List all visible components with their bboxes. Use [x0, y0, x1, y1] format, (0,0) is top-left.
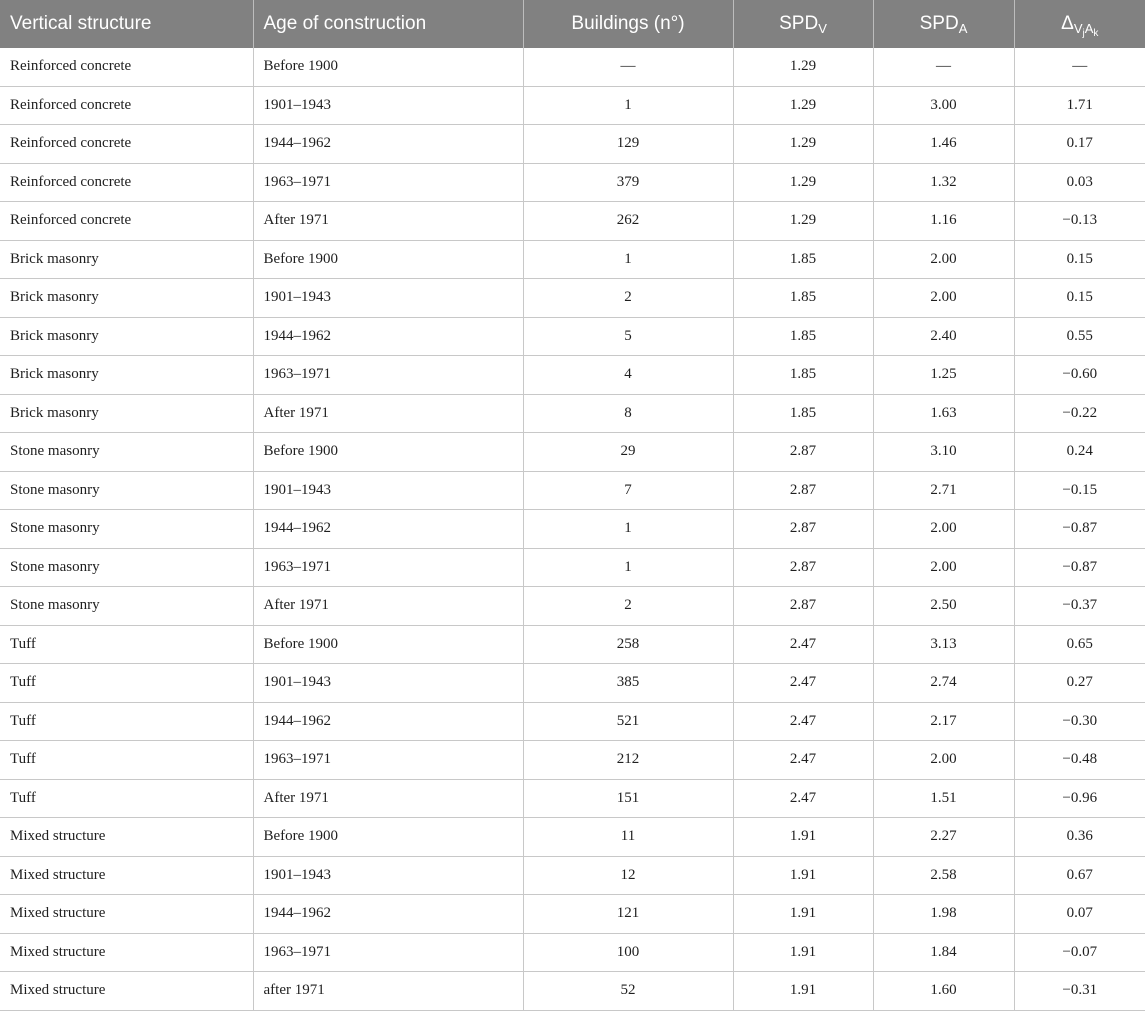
- cell-buildings: 8: [523, 394, 733, 433]
- table-row: [0, 510, 1145, 549]
- cell-vertical-structure: Tuff: [0, 741, 253, 780]
- cell-vertical-structure: Brick masonry: [0, 317, 253, 356]
- table-row: [0, 587, 1145, 626]
- cell-vertical-structure: Reinforced concrete: [0, 86, 253, 125]
- cell-vertical-structure: Stone masonry: [0, 471, 253, 510]
- cell-spd-v: 2.47: [733, 664, 873, 703]
- table-row: [0, 856, 1145, 895]
- cell-spd-a: 2.27: [873, 818, 1014, 857]
- cell-age: 1901–1943: [253, 664, 523, 703]
- header-spd-a-main: SPD: [919, 13, 959, 34]
- header-row: [0, 0, 1145, 48]
- cell-age: Before 1900: [253, 433, 523, 472]
- header-delta-sub-j: j: [1082, 28, 1085, 39]
- cell-buildings: 121: [523, 895, 733, 934]
- cell-spd-v: 2.87: [733, 587, 873, 626]
- cell-delta: −0.96: [1014, 779, 1145, 818]
- cell-spd-a: 1.98: [873, 895, 1014, 934]
- cell-vertical-structure: Reinforced concrete: [0, 125, 253, 164]
- cell-buildings: 258: [523, 625, 733, 664]
- cell-buildings: 1: [523, 240, 733, 279]
- table-body: [0, 48, 1145, 1010]
- cell-delta: 0.17: [1014, 125, 1145, 164]
- cell-buildings: 2: [523, 279, 733, 318]
- cell-vertical-structure: Tuff: [0, 779, 253, 818]
- cell-delta: −0.87: [1014, 548, 1145, 587]
- table-row: [0, 895, 1145, 934]
- cell-delta: −0.07: [1014, 933, 1145, 972]
- cell-vertical-structure: Reinforced concrete: [0, 163, 253, 202]
- cell-delta: −0.13: [1014, 202, 1145, 241]
- cell-delta: −0.48: [1014, 741, 1145, 780]
- cell-spd-v: 1.85: [733, 240, 873, 279]
- cell-delta: −0.15: [1014, 471, 1145, 510]
- cell-buildings: 1: [523, 510, 733, 549]
- cell-spd-v: 2.47: [733, 779, 873, 818]
- cell-spd-v: 1.29: [733, 86, 873, 125]
- cell-spd-v: 1.91: [733, 818, 873, 857]
- cell-spd-a: 2.00: [873, 741, 1014, 780]
- cell-age: 1963–1971: [253, 163, 523, 202]
- cell-age: Before 1900: [253, 240, 523, 279]
- cell-delta: 0.27: [1014, 664, 1145, 703]
- header-delta-sub: [1073, 21, 1099, 39]
- table-header: [0, 0, 1145, 48]
- header-delta-sub-a: A: [1084, 21, 1094, 36]
- cell-buildings: 12: [523, 856, 733, 895]
- cell-spd-a: 2.00: [873, 510, 1014, 549]
- cell-spd-a: 2.71: [873, 471, 1014, 510]
- cell-buildings: 151: [523, 779, 733, 818]
- cell-delta: 1.71: [1014, 86, 1145, 125]
- cell-spd-v: 2.47: [733, 625, 873, 664]
- cell-age: 1963–1971: [253, 356, 523, 395]
- cell-buildings: 5: [523, 317, 733, 356]
- header-delta-sub-k: k: [1093, 28, 1099, 39]
- cell-buildings: 262: [523, 202, 733, 241]
- cell-buildings: 7: [523, 471, 733, 510]
- table-row: [0, 741, 1145, 780]
- cell-spd-a: 2.40: [873, 317, 1014, 356]
- table-row: [0, 240, 1145, 279]
- cell-vertical-structure: Brick masonry: [0, 240, 253, 279]
- header-spd-v-main: SPD: [779, 13, 819, 34]
- cell-vertical-structure: Mixed structure: [0, 972, 253, 1011]
- cell-buildings: 212: [523, 741, 733, 780]
- cell-age: 1944–1962: [253, 317, 523, 356]
- table-row: [0, 163, 1145, 202]
- table-row: [0, 202, 1145, 241]
- table-row: [0, 433, 1145, 472]
- cell-vertical-structure: Stone masonry: [0, 433, 253, 472]
- table-row: [0, 548, 1145, 587]
- cell-spd-a: 2.58: [873, 856, 1014, 895]
- cell-age: 1963–1971: [253, 741, 523, 780]
- cell-delta: −0.30: [1014, 702, 1145, 741]
- cell-spd-a: 1.84: [873, 933, 1014, 972]
- cell-vertical-structure: Mixed structure: [0, 818, 253, 857]
- cell-delta: −0.87: [1014, 510, 1145, 549]
- cell-age: after 1971: [253, 972, 523, 1011]
- cell-buildings: 1: [523, 86, 733, 125]
- cell-age: After 1971: [253, 779, 523, 818]
- cell-delta: —: [1014, 48, 1145, 86]
- table-row: [0, 933, 1145, 972]
- table-row: [0, 664, 1145, 703]
- cell-vertical-structure: Stone masonry: [0, 510, 253, 549]
- table-row: [0, 972, 1145, 1011]
- header-vertical-structure: Vertical structure: [0, 0, 253, 48]
- cell-delta: 0.36: [1014, 818, 1145, 857]
- cell-spd-v: 1.29: [733, 202, 873, 241]
- cell-age: Before 1900: [253, 818, 523, 857]
- cell-delta: −0.31: [1014, 972, 1145, 1011]
- cell-age: 1944–1962: [253, 702, 523, 741]
- table-row: [0, 471, 1145, 510]
- header-delta-sub-v: V: [1073, 21, 1083, 36]
- cell-vertical-structure: Brick masonry: [0, 356, 253, 395]
- cell-age: After 1971: [253, 587, 523, 626]
- cell-spd-a: 3.13: [873, 625, 1014, 664]
- cell-age: 1944–1962: [253, 895, 523, 934]
- cell-spd-a: 2.50: [873, 587, 1014, 626]
- cell-vertical-structure: Tuff: [0, 625, 253, 664]
- cell-delta: −0.22: [1014, 394, 1145, 433]
- cell-buildings: 52: [523, 972, 733, 1011]
- cell-age: 1944–1962: [253, 510, 523, 549]
- cell-delta: 0.24: [1014, 433, 1145, 472]
- cell-spd-a: 3.10: [873, 433, 1014, 472]
- cell-vertical-structure: Mixed structure: [0, 895, 253, 934]
- cell-age: 1901–1943: [253, 279, 523, 318]
- cell-spd-v: 2.47: [733, 702, 873, 741]
- cell-age: 1944–1962: [253, 125, 523, 164]
- cell-vertical-structure: Stone masonry: [0, 548, 253, 587]
- cell-vertical-structure: Tuff: [0, 702, 253, 741]
- cell-spd-v: 1.29: [733, 48, 873, 86]
- header-spd-v: [733, 0, 873, 48]
- header-age-of-construction: Age of construction: [253, 0, 523, 48]
- cell-vertical-structure: Brick masonry: [0, 394, 253, 433]
- table-row: [0, 394, 1145, 433]
- cell-spd-a: 1.25: [873, 356, 1014, 395]
- cell-spd-a: 2.00: [873, 279, 1014, 318]
- cell-spd-a: —: [873, 48, 1014, 86]
- cell-age: Before 1900: [253, 625, 523, 664]
- header-spd-a-sub: A: [958, 21, 968, 36]
- cell-spd-a: 2.74: [873, 664, 1014, 703]
- cell-spd-v: 1.91: [733, 972, 873, 1011]
- cell-vertical-structure: Brick masonry: [0, 279, 253, 318]
- cell-buildings: 385: [523, 664, 733, 703]
- cell-spd-v: 2.87: [733, 510, 873, 549]
- cell-spd-v: 1.85: [733, 279, 873, 318]
- cell-spd-v: 1.29: [733, 163, 873, 202]
- cell-spd-v: 1.91: [733, 933, 873, 972]
- table-row: [0, 279, 1145, 318]
- cell-age: 1901–1943: [253, 471, 523, 510]
- cell-spd-a: 1.16: [873, 202, 1014, 241]
- cell-spd-v: 1.85: [733, 317, 873, 356]
- cell-delta: 0.15: [1014, 279, 1145, 318]
- table-row: [0, 356, 1145, 395]
- table-row: [0, 625, 1145, 664]
- cell-age: 1963–1971: [253, 548, 523, 587]
- cell-spd-v: 1.85: [733, 356, 873, 395]
- cell-buildings: 4: [523, 356, 733, 395]
- cell-spd-v: 2.87: [733, 433, 873, 472]
- cell-vertical-structure: Mixed structure: [0, 933, 253, 972]
- cell-buildings: 521: [523, 702, 733, 741]
- cell-delta: 0.15: [1014, 240, 1145, 279]
- cell-vertical-structure: Tuff: [0, 664, 253, 703]
- cell-spd-a: 2.00: [873, 240, 1014, 279]
- cell-spd-a: 1.63: [873, 394, 1014, 433]
- cell-age: After 1971: [253, 394, 523, 433]
- table-row: [0, 48, 1145, 86]
- table-row: [0, 818, 1145, 857]
- cell-age: 1901–1943: [253, 86, 523, 125]
- cell-spd-v: 1.85: [733, 394, 873, 433]
- cell-spd-a: 1.32: [873, 163, 1014, 202]
- cell-buildings: 1: [523, 548, 733, 587]
- cell-buildings: 100: [523, 933, 733, 972]
- cell-vertical-structure: Reinforced concrete: [0, 48, 253, 86]
- cell-vertical-structure: Mixed structure: [0, 856, 253, 895]
- cell-spd-v: 1.29: [733, 125, 873, 164]
- cell-buildings: 379: [523, 163, 733, 202]
- table-row: [0, 125, 1145, 164]
- header-spd-v-sub: V: [818, 21, 827, 36]
- cell-buildings: —: [523, 48, 733, 86]
- cell-delta: 0.65: [1014, 625, 1145, 664]
- cell-spd-v: 2.47: [733, 741, 873, 780]
- cell-delta: 0.03: [1014, 163, 1145, 202]
- cell-buildings: 29: [523, 433, 733, 472]
- cell-age: 1963–1971: [253, 933, 523, 972]
- cell-spd-a: 1.46: [873, 125, 1014, 164]
- table-row: [0, 702, 1145, 741]
- table-row: [0, 779, 1145, 818]
- cell-spd-a: 1.51: [873, 779, 1014, 818]
- cell-delta: 0.55: [1014, 317, 1145, 356]
- cell-spd-a: 3.00: [873, 86, 1014, 125]
- header-spd-a: [873, 0, 1014, 48]
- cell-vertical-structure: Stone masonry: [0, 587, 253, 626]
- cell-age: After 1971: [253, 202, 523, 241]
- cell-spd-a: 2.17: [873, 702, 1014, 741]
- cell-age: 1901–1943: [253, 856, 523, 895]
- cell-spd-v: 1.91: [733, 856, 873, 895]
- cell-buildings: 129: [523, 125, 733, 164]
- cell-delta: −0.60: [1014, 356, 1145, 395]
- cell-buildings: 11: [523, 818, 733, 857]
- table-row: [0, 86, 1145, 125]
- header-delta-main: Δ: [1061, 13, 1074, 34]
- header-delta: [1014, 0, 1145, 48]
- cell-spd-a: 2.00: [873, 548, 1014, 587]
- cell-spd-v: 2.87: [733, 471, 873, 510]
- header-buildings: Buildings (n°): [523, 0, 733, 48]
- cell-spd-v: 2.87: [733, 548, 873, 587]
- cell-delta: 0.07: [1014, 895, 1145, 934]
- cell-age: Before 1900: [253, 48, 523, 86]
- cell-delta: 0.67: [1014, 856, 1145, 895]
- cell-spd-v: 1.91: [733, 895, 873, 934]
- cell-delta: −0.37: [1014, 587, 1145, 626]
- cell-buildings: 2: [523, 587, 733, 626]
- cell-vertical-structure: Reinforced concrete: [0, 202, 253, 241]
- cell-spd-a: 1.60: [873, 972, 1014, 1011]
- table-row: [0, 317, 1145, 356]
